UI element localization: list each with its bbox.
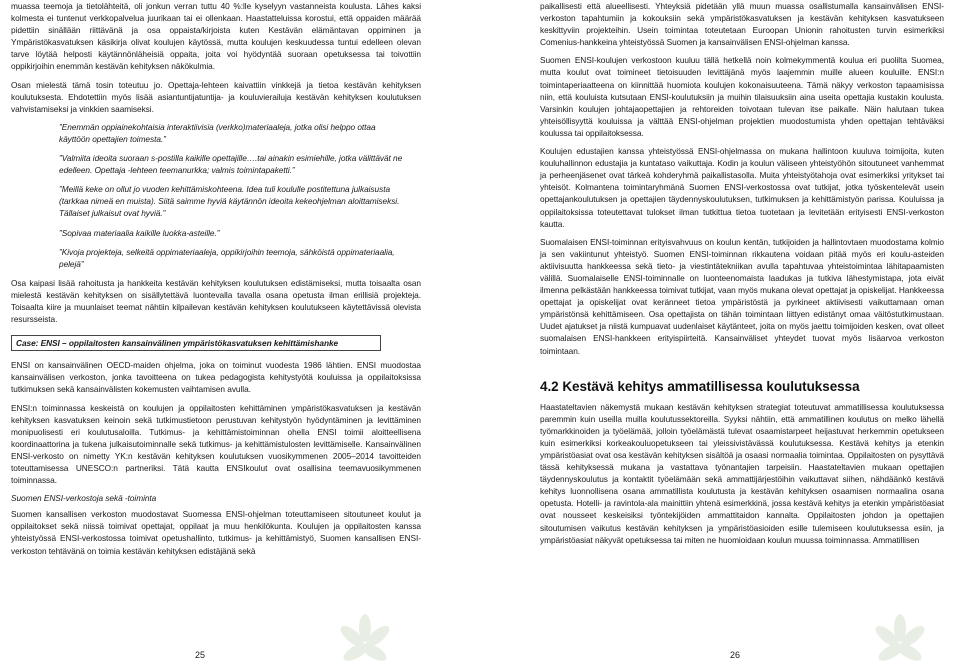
body-paragraph: paikallisesti että alueellisesti. Yhteyksiä pidetään yllä muun muassa osallistumalla kansainvälisen ENSI-verkoston tapahtumiin ja kokouksiin sekä ympäristökasvatuksen ja kestävän kehityksen kasvatukseen keskittyviin projekteihin. Usein toimintaa toteutetaan Euroopan Unionin rahoitusten turvin esimerkiksi Comenius-hankkeina yhteistyössä Suomen ja kansainvälisen ENSI-ohjelman kanssa. (540, 1, 944, 48)
case-paragraph: ENSI on kansainvälinen OECD-maiden ohjelma, joka on toiminut vuodesta 1986 lähtien. ENSI muodostaa kansainvälisen verkoston, jonka tavoitteena on tukea pedagogista kehitystyötä kouluissa ja oppilaitoksissa tutkimuksen sekä kansainvälisten kokemusten vaihtamisen avulla. (11, 360, 421, 395)
body-paragraph: Suomalaisen ENSI-toiminnan erityisvahvuus on koulun kentän, tutkijoiden ja hallintovtaen muodostama kolmio ja sen vakiintunut yhteistyö. Suomen ENSI-toiminnan rikkautena voidaan pitää myös eri koulu-asteiden aktiivisuutta hankkeessa sekä tieto- ja viestintätekniikan avulla tapahtuvaa yhteistoimintaa lähitapaamisten välillä. Suomalaiselle ENSI-toiminnalle on luonteenomaista laadukas ja tutkiva lähestymistapa, jota eivät ilmenna pelkästään hankkeessa toimivat tutkijat, vaan myös mukana olevat opettajat ja opiskelijat. Hankkeessa opettajat ja opiskelijat ovat keränneet tietoa ympäristöstä ja pyrkineet aktiivisesti vaikuttamaan oman ympäristönsä kehittämiseen. Osa opettajista on tähän toimintaan liittyen edistänyt omaa väitöstutkimustaan. Uudet ajatukset ja niistä kumpuavat uudenlaiset käytänteet, joita on myös jaettu toimijoiden kesken, ovat olleet suomalaisen ENSI-hankkeen erityispiirteitä. Kansainväliset yhteydet tuovat myös lisäarvoa verkoston toimintaan. (540, 236, 944, 356)
body-paragraph: Suomen kansallisen verkoston muodostavat Suomessa ENSI-ohjelman toteuttamiseen sitoutuneet koulut ja oppilaitokset sekä niissä toimivat opettajat, oppilaat ja muu henkilökunta. Koulujen ja oppilaitosten kanssa yhteistyössä ENSI-verkostossa toimivat opetushallinto, tutkimus- ja kehittämistyö, Suomen kansallisen ENSI-verkoston tehtävänä on toimia kestävän kehityksen edistäjänä sekä (11, 509, 421, 556)
case-title-box: Case: ENSI – oppilaitosten kansainvälinen ympäristökasvatuksen kehittämishanke (11, 335, 381, 351)
sub-heading: Suomen ENSI-verkostoja sekä -toiminta (11, 493, 157, 504)
body-paragraph: Koulujen edustajien kanssa yhteistyössä ENSI-ohjelmassa on mukana hallintoon kuuluva toimijoita, kuten kouluhallinnon edustajia ja kuntataso vaikuttaja. Kodin ja koulun väliseen yhteistyöhön sitoutuneet vanhemmat ja perheenjäsenet ovat tärkeä kohderyhmä paikallistasolla. Muita yhteistyötahoja ovat esimerkiksi yritykset tai yhteisöt. Kolmantena toimintaryhmänä Suomen ENSI-verkostossa ovat tutkijat, jotka työskentelevät usein opettajankoulutuksen ja opettajien täydennyskoulutuksen, tutkimuksen ja kehittämistyön parissa. Kouluissa ja oppilaitoksissa toteutettavat tulokset ilman tutkittua tietoa tuotetaan ja levitetään erityisesti ENSI-verkoston kautta. (540, 146, 944, 229)
page-number: 26 (730, 650, 741, 660)
flower-watermark-icon (330, 610, 400, 668)
body-paragraph: muassa teemoja ja tietolähteitä, oli jonkun verran tuttu 40 %:lle kyselyyn vastanneista koulusta. Lähes kaksi kolmesta ei tuntenut verkkopalvelua juurikaan tai ei ollenkaan. Haastatteluissa korostui, että oppaiden määrää pidettiin sinällään riittävänä ja osa oppaista/kirjoista kuten Kestävän elämäntavan oppiminen ja Ympäristökasvatuksen käsikirja olivat koulujen käytössä, mutta koulujen keskuudessa tuntui edelleen olevan tarve löytää helposti käytännönläheisiä oppaita, joita voi hyödyntää suoraan opetuksessa tai toivottiin oppikirjoihin enemmän kestävän kehityksen näkökulmia. (11, 1, 421, 72)
right-column (540, 0, 944, 552)
interview-quote: ”Valmiita ideoita suoraan s-postilla kaikille opettajille….tai ainakin esimiehille, jotka välittävät ne edelleen. Opettaja -lehteen teemanurkka; valmis toimintapaketti.” (59, 153, 403, 176)
body-paragraph: Osan mielestä tämä tosin toteutuu jo. Opettaja-lehteen kaivattiin vinkkejä ja tietoa kestävän kehityksen koulutuksesta. Ehdotettiin myös lisää asiantuntijatuntija- ja kouluvierailuja kestävän kehityksen koulutuksen vahvistamiseksi ja vinkkien saamiseksi. (11, 79, 421, 114)
flower-watermark-icon (865, 610, 935, 668)
case-paragraph: ENSI:n toiminnassa keskeistä on koulujen ja oppilaitosten kehittäminen ympäristökasvatuksen ja kestävän kehityksen kasvatuksen keinoin sekä tutkimustietoon perustuvan kehitystyön hyödyntäminen ja levittäminen monipuolisesti eri koulutusaloilla. Tutkimus- ja kehittämistoiminnan ohella ENSI toimii aloitteellisena koordinaattorina ja tukena julkaisutoiminnalle sekä tutkimus- ja kehittämistulosten levittämiselle. Kansainvälinen ENSI-verkosto on nimetty YK:n kestävän kehityksen koulutuksen vuosikymmenen 2005–2014 tavoitteiden toteuttamisessa UNESCO:n partneriksi. Tätä kautta ENSIkoulut ovat osallisina teemavuosikymmenen toiminnassa. (11, 402, 421, 486)
body-paragraph: Osa kaipasi lisää rahoitusta ja hankkeita kestävän kehityksen koulutuksen edistämiseksi, mutta toisaalta osan mielestä kestävän kehityksen on sisällytettävä luontevalla tavalla osana opetusta ilman erillisiä projekteja. Toisaalta kiire ja muunlaiset teemat nähtiin kilpailevan kestävän kehityksen koulutukseen käytettävissä olevista resursseista. (11, 277, 421, 325)
body-paragraph: Haastateltavien näkemystä mukaan kestävän kehityksen strategiat toteutuvat ammatillisessa koulutuksessa paremmin kuin useilla muilla koulutussektoreilla. Syyksi nähtiin, että ammatillinen koulutus on melko lähellä työmarkkinoiden ja työelämää, jolloin työelämästä tulevat osaamistarpeet heijastuvat herkemmin opetukseen kuin esimerkiksi korkeakouluopetukseen tai yleissivistävässä koulutuksessa. Kestävä kehitys ja etenkin ympäristöasiat ovat osa kestävän kehityksen sisältöä ja osaasi normaalia toimintaa. Oppilaitosten on pysyttävä tässä kehityksessä mukana ja vastattava työnantajien tarpeisiin. Haastateltavien mukaan opettajien täydennyskoulutus ja kontaktit työelämään sekä ammattijärjestöihin vaikuttavat siihen, nähdäänkö kestävä kehitys luonnollisena osana ammatillista koulutusta ja kestävän kehityksen osaamisen normaalina osana opetusta. Hotelli- ja ravintola-ala mainittiin yhtenä esimerkkinä, jossa kestävä kehitys ja etenkin ympäristöasiat ovat nousseet keskeisiksi työntekijöiden ammattitaidon kannalta. Oppilaitosten johdon ja opettajien sitoutumisen vaikutus kestävän kehityksen ja ympäristöasioiden esille tulemiseen koulutuksessa esiin, ja ympäristöasiat näkyvät opetuksessa tai miten ne huomioidaan koulun muussa toiminnassa. Ammatillisen (540, 401, 944, 545)
interview-quote: ”Enemmän oppiainekohtaisia interaktiivisia (verkko)materiaaleja, jotka olisi helppo ottaa käyttöön opettajien toimesta.” (59, 121, 376, 144)
interview-quote: ”Meillä keke on ollut jo vuoden kehittämiskohteena. Idea tuli koululle postitettuna julkaisusta (tarkkaa nimeä en muista). Siitä saimme hyviä käytännön ideoita kekeohjelman aloittamiseksi. Tällaiset julkaisut ovat hyviä.” (59, 184, 400, 219)
interview-quote: ”Sopivaa materiaalia kaikille luokka-asteille.” (59, 227, 220, 238)
body-paragraph: Suomen ENSI-koulujen verkostoon kuuluu tällä hetkellä noin kolmekymmentä koulua eri puolilta Suomea, mutta koulut ovat toimineet tietoisuuden levittäjänä myös laajemmin muille alueen kouluille. ENSI:n toimintaperiaatteena on kiinnittää huomiota koulujen kokonaisuuteena. Tämä näkyy verkoston tapaamisissa niin, että kouluista kutsutaan ENSI-koulutuksiin ja muihin tilaisuuksiin aina useita opettajia kustakin koulusta. Varsinkin koulujen johtajaopettajien ja rehtoreiden toivotaan tulevan itse paikalle. Näin halutaan tukea yhteisöllisyyttä kouluissa ja välttää ENSI-ohjelman projektien muodostumista yhden opettajan tehtäväksi koulussa tai oppilaitoksessa. (540, 55, 944, 138)
page-number: 25 (195, 650, 206, 660)
left-column (11, 0, 421, 563)
interview-quote: ”Kivoja projekteja, selkeitä oppimateriaaleja, oppikirjoihin teemoja, sähköistä oppimateriaalia, pelejä” (59, 246, 395, 269)
right-page (480, 0, 960, 668)
section-heading: 4.2 Kestävä kehitys ammatillisessa koulutuksessa (540, 378, 860, 394)
